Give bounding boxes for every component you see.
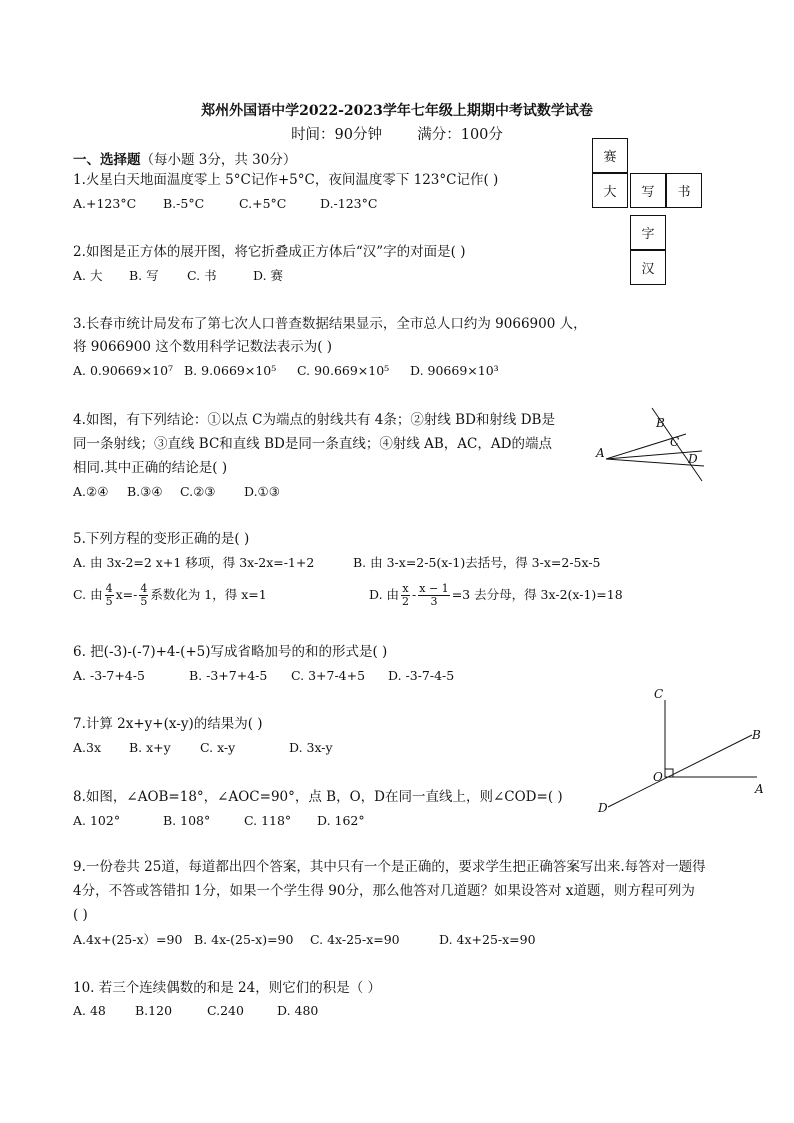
line-bd (608, 735, 752, 807)
q3-options (73, 362, 499, 380)
q10-options (73, 1002, 318, 1020)
label-d: D (598, 801, 608, 815)
q5-option-c-suffix: 系数化为 1，得 x=1 (150, 587, 267, 602)
fraction-numerator: 4 (105, 582, 113, 595)
q6-option-a: A. -3-7+4-5 (73, 668, 145, 683)
fraction-denominator: 2 (402, 595, 410, 608)
q7-option-b: B. x+y (129, 740, 171, 755)
q3-stem-line2: 将 9066900 这个数用科学记数法表示为( ) (73, 339, 333, 355)
q10-option-a: A. 48 (73, 1003, 106, 1018)
q8-option-d: D. 162° (317, 813, 365, 828)
q10-option-d: D. 480 (277, 1003, 319, 1018)
q1-option-c: C.+5°C (239, 196, 287, 211)
q6-stem: 6. 把(-3)-(-7)+4-(+5)写成省略加号的和的形式是( ) (73, 644, 388, 660)
fraction (418, 583, 449, 608)
q5-option-d-suffix: =3 去分母，得 3x-2(x-1)=18 (451, 587, 623, 602)
cube-face-sai: 赛 (592, 138, 628, 173)
q2-option-d: D. 赛 (253, 268, 284, 283)
q5-option-d-prefix: D. 由 (369, 587, 400, 602)
q6-option-b: B. -3+7+4-5 (189, 668, 268, 683)
q6-option-d: D. -3-7-4-5 (388, 668, 455, 683)
fraction-denominator: 5 (105, 595, 113, 608)
q9-stem-line3: ( ) (73, 907, 88, 923)
q4-option-c: C.②③ (180, 484, 216, 499)
q2-stem: 2.如图是正方体的展开图，将它折叠成正方体后“汉”字的对面是( ) (73, 244, 466, 260)
q6-options (73, 667, 454, 685)
fraction-numerator: x (402, 582, 409, 595)
q9-stem-line1: 9.一份卷共 25道，每道都出四个答案，其中只有一个是正确的，要求学生把正确答案写出来.每答对一题得 (73, 859, 706, 875)
q1-option-a: A.+123°C (73, 196, 137, 211)
label-o: O (653, 770, 663, 784)
q4-stem-line3: 相同.其中正确的结论是( ) (73, 460, 228, 476)
label-c: C (654, 687, 664, 701)
q9-option-c: C. 4x-25-x=90 (310, 932, 400, 947)
q2-option-a: A. 大 (73, 268, 103, 283)
fraction-denominator: 5 (140, 595, 148, 608)
q7-options (73, 739, 333, 757)
score-label: 满分：100分 (417, 127, 503, 143)
q4-option-d: D.①③ (244, 484, 280, 499)
q4-stem-line1: 4.如图，有下列结论：①以点 C为端点的射线共有 4条；②射线 BD和射线 DB是 (73, 412, 555, 428)
q1-option-b: B.-5°C (163, 196, 205, 211)
angle-figure (592, 683, 772, 818)
q7-option-c: C. x-y (200, 740, 236, 755)
cube-face-xie: 写 (630, 173, 666, 208)
q2-options (73, 267, 283, 285)
q8-option-b: B. 108° (163, 813, 211, 828)
q3-option-c: C. 90.669×10⁵ (297, 363, 390, 378)
rays-figure (584, 405, 714, 485)
q3-stem-line1: 3.长春市统计局发布了第七次人口普查数据结果显示，全市总人口约为 9066900 人， (73, 316, 587, 332)
label-b: B (656, 416, 665, 430)
cube-face-shu: 书 (666, 173, 702, 208)
q4-option-a: A.②④ (73, 484, 109, 499)
section-label: 一、选择题 (73, 152, 141, 168)
label-a: A (755, 782, 764, 796)
cube-net-figure (592, 138, 712, 288)
time-label: 时间：90分钟 (291, 127, 383, 143)
q9-option-b: B. 4x-(25-x)=90 (194, 932, 294, 947)
q8-option-a: A. 102° (73, 813, 121, 828)
fraction-numerator: x − 1 (419, 582, 449, 595)
q5-option-c-mid: x=- (115, 587, 138, 602)
q10-option-c: C.240 (207, 1003, 244, 1018)
q5-option-c (73, 580, 267, 610)
label-d: D (688, 452, 698, 466)
q4-stem-line2: 同一条射线；③直线 BC和直线 BD是同一条直线；④射线 AB，AC，AD的端点 (73, 436, 552, 452)
fraction-denominator: 3 (430, 595, 438, 608)
q4-options (73, 483, 280, 501)
q7-option-d: D. 3x-y (289, 740, 333, 755)
q7-stem: 7.计算 2x+y+(x-y)的结果为( ) (73, 716, 263, 732)
q1-stem: 1.火星白天地面温度零上 5°C记作+5°C，夜间温度零下 123°C记作( ) (73, 172, 499, 188)
q5-option-d-mid: - (412, 587, 417, 602)
label-b: B (752, 728, 761, 742)
cube-face-zi: 字 (630, 215, 666, 250)
q3-option-b: B. 9.0669×10⁵ (184, 363, 277, 378)
q5-option-b: B. 由 3-x=2-5(x-1)去括号，得 3-x=2-5x-5 (353, 555, 601, 570)
q7-option-a: A.3x (73, 740, 102, 755)
fraction-numerator: 4 (140, 582, 148, 595)
section-heading (73, 148, 296, 168)
q10-stem: 10. 若三个连续偶数的和是 24，则它们的积是（ ） (73, 980, 382, 996)
q9-options (73, 931, 536, 949)
q8-options (73, 812, 365, 830)
right-angle-mark (665, 769, 673, 777)
q5-option-d (369, 580, 623, 610)
q8-option-c: C. 118° (244, 813, 292, 828)
q10-option-b: B.120 (135, 1003, 173, 1018)
q3-option-d: D. 90669×10³ (410, 363, 499, 378)
q9-option-a: A.4x+(25-x）=90 (73, 932, 183, 947)
section-note: （每小题 3分，共 30分） (140, 152, 297, 168)
label-c: C (670, 435, 680, 449)
exam-title: 郑州外国语中学2022-2023学年七年级上期期中考试数学试卷 (201, 103, 593, 119)
q5-option-a: A. 由 3x-2=2 x+1 移项，得 3x-2x=-1+2 (73, 555, 315, 570)
q8-stem: 8.如图，∠AOB=18°，∠AOC=90°，点 B，O，D在同一直线上，则∠COD=( ) (73, 789, 563, 805)
q1-option-d: D.-123°C (320, 196, 378, 211)
fraction (401, 583, 410, 608)
q5-option-c-prefix: C. 由 (73, 587, 103, 602)
fraction (139, 583, 148, 608)
q9-stem-line2: 4分，不答或答错扣 1分，如果一个学生得 90分，那么他答对几道题？如果设答对 x道题，则方程可列为 (73, 883, 695, 899)
q3-option-a: A. 0.90669×10⁷ (73, 363, 174, 378)
label-a: A (596, 446, 605, 460)
q2-option-b: B. 写 (129, 268, 159, 283)
q4-option-b: B.③④ (127, 484, 163, 499)
q1-options (73, 195, 377, 213)
q6-option-c: C. 3+7-4+5 (291, 668, 366, 683)
cube-face-han: 汉 (630, 250, 666, 285)
q2-option-c: C. 书 (187, 268, 217, 283)
fraction (105, 583, 114, 608)
cube-face-da: 大 (592, 173, 628, 208)
q9-option-d: D. 4x+25-x=90 (439, 932, 536, 947)
q5-stem: 5.下列方程的变形正确的是( ) (73, 531, 250, 547)
